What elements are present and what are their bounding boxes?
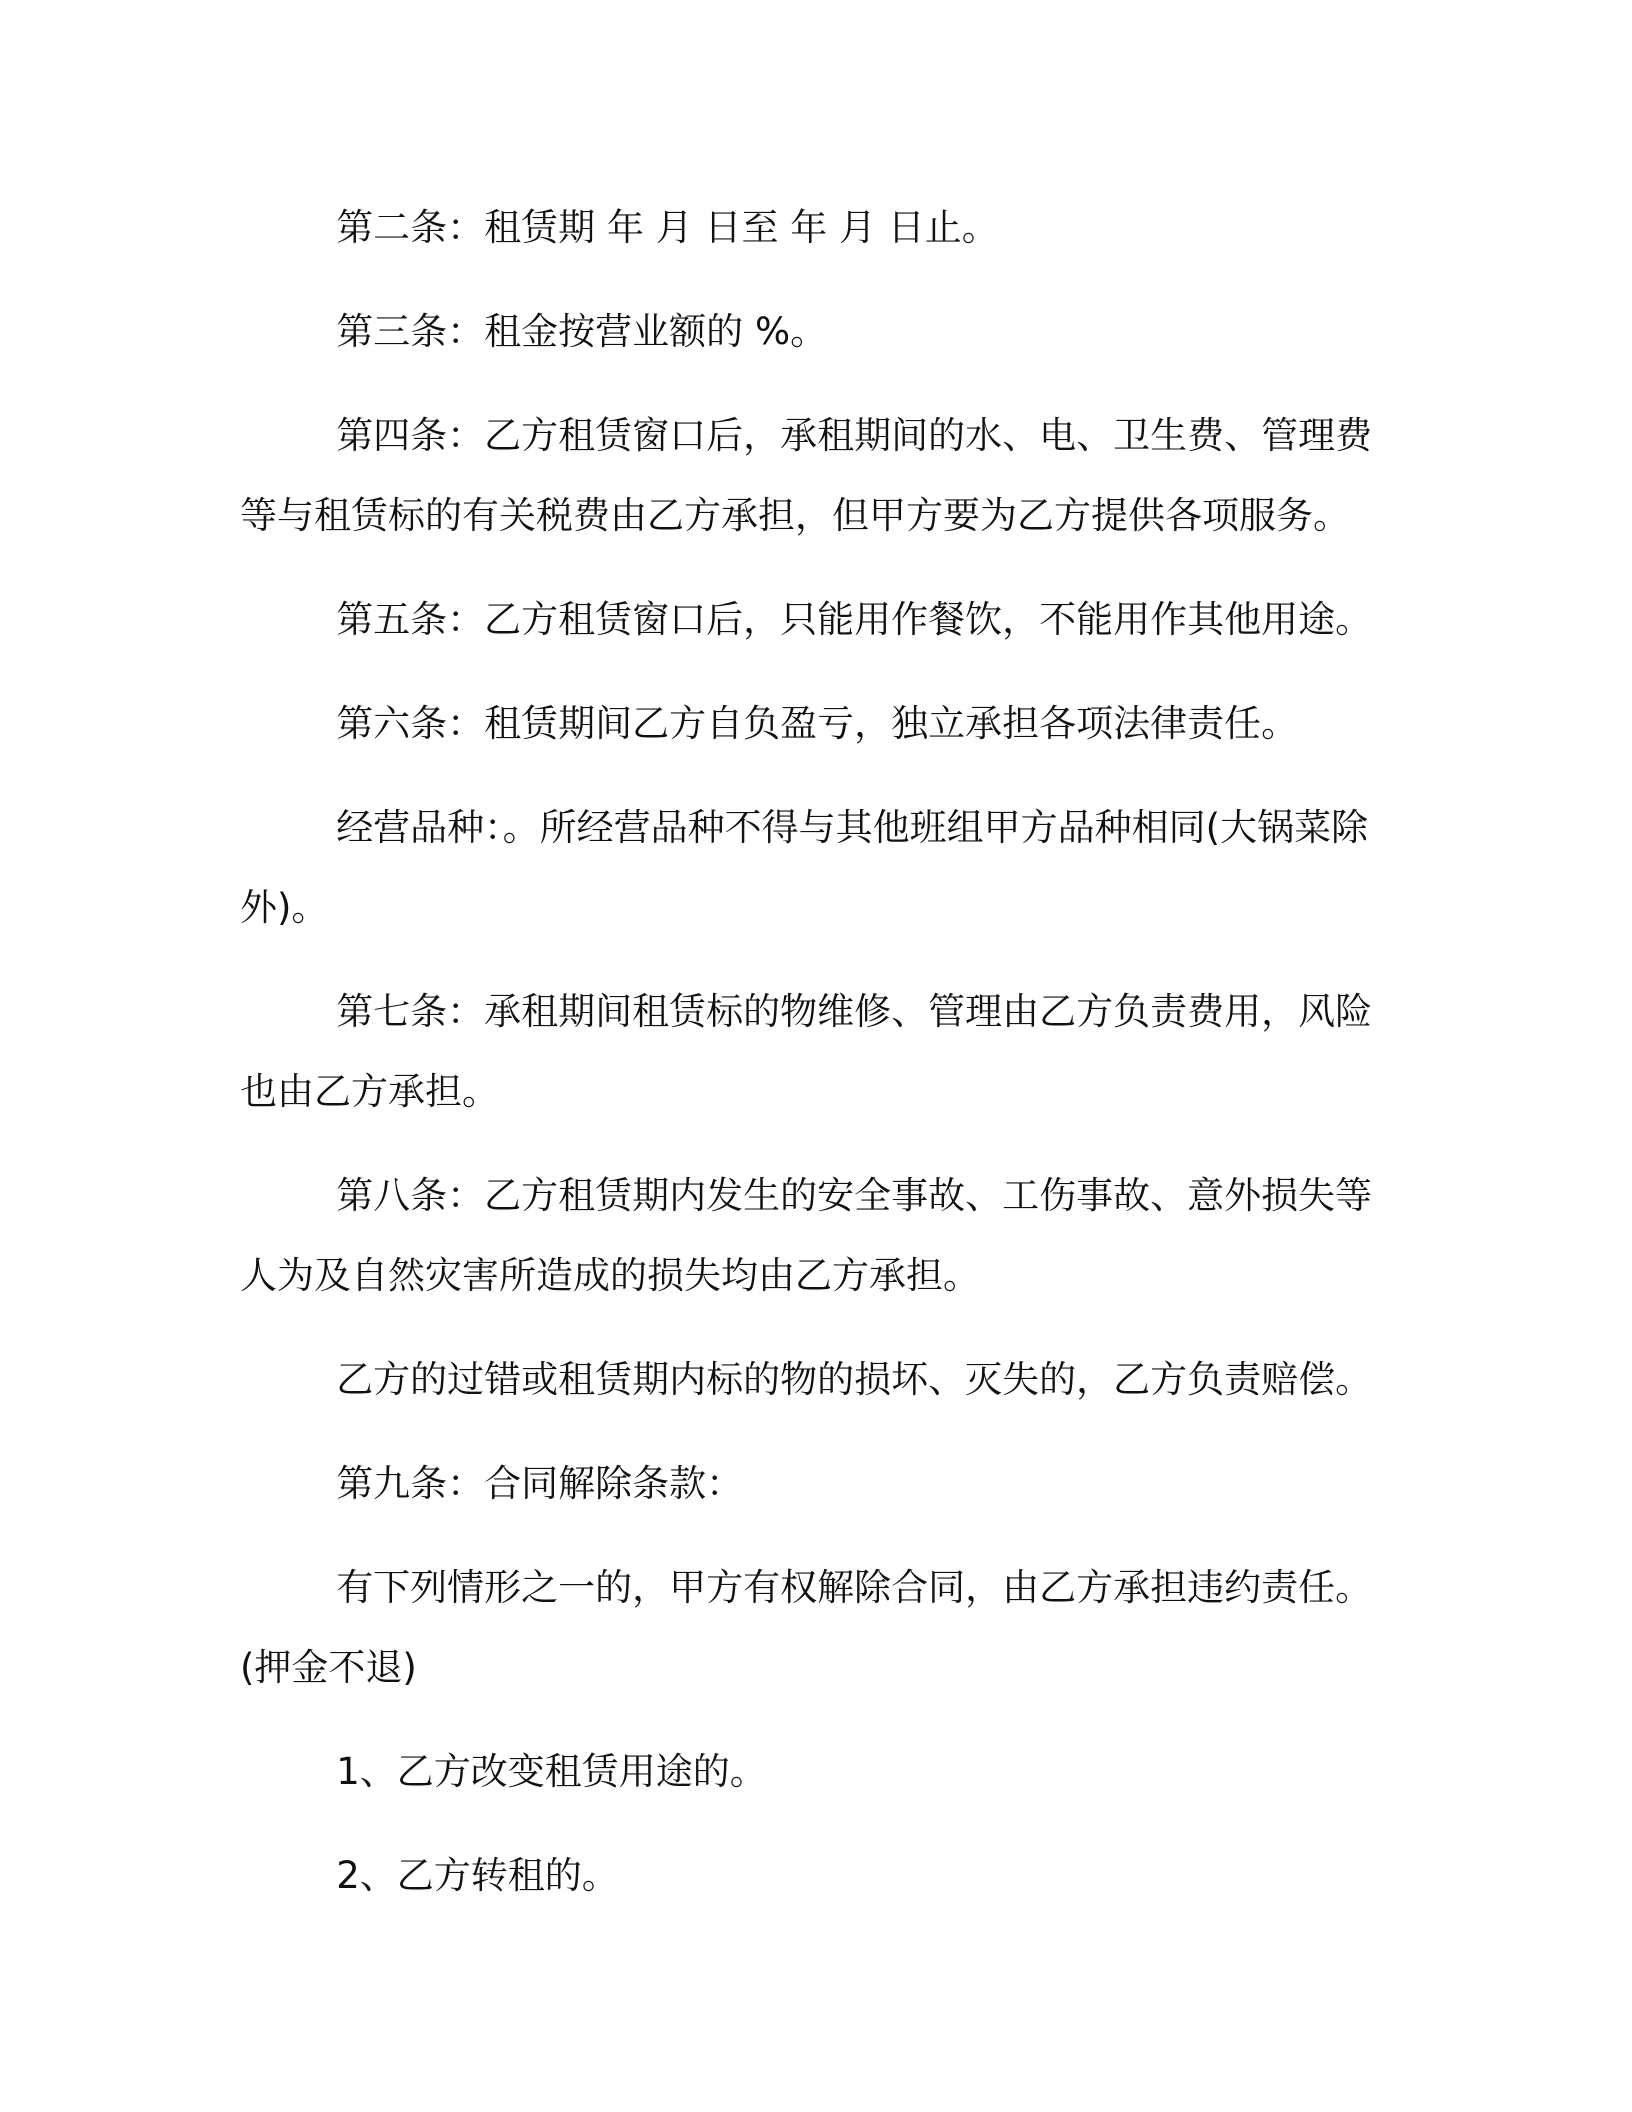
clause-2-lease-term: 第二条：租赁期 年 月 日至 年 月 日止。 xyxy=(336,206,999,249)
clause-7-maintenance: 第七条：承租期间租赁标的物维修、管理由乙方负责费用，风险也由乙方承担。 xyxy=(240,990,1373,1113)
clause-8-accidents: 第八条：乙方租赁期内发生的安全事故、工伤事故、意外损失等人为及自然灾害所造成的损失均由乙方承担。 xyxy=(240,1174,1373,1297)
clause-9-termination: 第九条：合同解除条款： xyxy=(336,1462,744,1505)
clause-4-fees: 第四条：乙方租赁窗口后，承租期间的水、电、卫生费、管理费等与租赁标的有关税费由乙方承担，但甲方要为乙方提供各项服务。 xyxy=(240,414,1373,537)
business-varieties: 经营品种：。所经营品种不得与其他班组甲方品种相同(大锅菜除外)。 xyxy=(240,806,1369,929)
termination-conditions: 有下列情形之一的，甲方有权解除合同，由乙方承担违约责任。(押金不退) xyxy=(240,1566,1373,1689)
condition-2: 2、乙方转租的。 xyxy=(336,1854,619,1897)
compensation-paragraph: 乙方的过错或租赁期内标的物的损坏、灭失的，乙方负责赔偿。 xyxy=(336,1358,1373,1401)
document-body xyxy=(240,188,1376,1940)
clause-6-liability: 第六条：租赁期间乙方自负盈亏，独立承担各项法律责任。 xyxy=(336,702,1299,745)
condition-1: 1、乙方改变租赁用途的。 xyxy=(336,1750,767,1793)
clause-3-rent: 第三条：租金按营业额的 %。 xyxy=(336,310,828,353)
clause-5-usage: 第五条：乙方租赁窗口后，只能用作餐饮，不能用作其他用途。 xyxy=(336,598,1373,641)
